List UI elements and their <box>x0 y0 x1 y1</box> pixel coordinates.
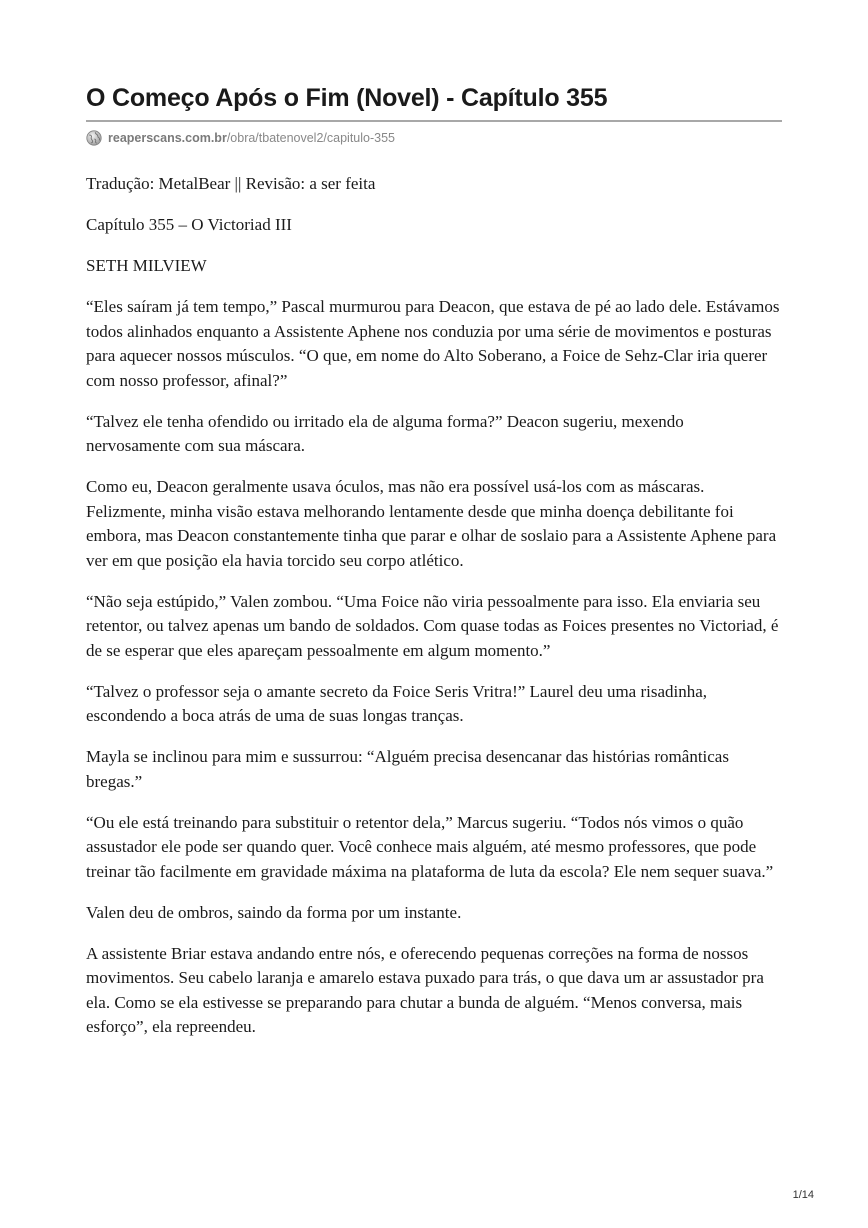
paragraph: “Talvez ele tenha ofendido ou irritado ela de alguma forma?” Deacon sugeriu, mexendo nervosamente com sua máscara. <box>86 411 684 455</box>
paragraph: “Não seja estúpido,” Valen zombou. “Uma Foice não viria pessoalmente para isso. Ela enviaria seu retentor, ou talvez apenas um bando de soldados. Com quase todas as Foices presentes no Victoriad, é de se esperar que eles apareçam pessoalmente em algum momento.” <box>86 591 779 660</box>
source-path: /obra/tbatenovel2/capitulo-355 <box>226 131 395 145</box>
paragraph: Como eu, Deacon geralmente usava óculos, mas não era possível usá-los com as máscaras. Felizmente, minha visão estava melhorando lentamente desde que minha doença debilitante foi embora, mas Deacon constantemente tinha que parar e olhar de soslaio para a Assistente Aphene para ver em que posição ela havia torcido seu corpo atlético. <box>86 477 777 570</box>
source-domain: reaperscans.com.br <box>108 131 227 145</box>
source-url[interactable] <box>86 128 782 148</box>
chapter-heading: Capítulo 355 – O Victoriad III <box>86 215 292 234</box>
pov-heading: SETH MILVIEW <box>86 256 207 275</box>
article-body <box>86 172 782 1040</box>
paragraph: “Eles saíram já tem tempo,” Pascal murmurou para Deacon, que estava de pé ao lado dele. Estávamos todos alinhados enquanto a Assistente Aphene nos conduzia por uma série de movimentos e posturas para aquecer nossos músculos. “O que, em nome do Alto Soberano, a Foice de Sehz-Clar iria querer com nosso professor, afinal?” <box>86 297 780 390</box>
paragraph: “Ou ele está treinando para substituir o retentor dela,” Marcus sugeriu. “Todos nós vimos o quão assustador ele pode ser quando quer. Você conhece mais alguém, até mesmo professores, que pode treinar tão facilmente em gravidade máxima na plataforma de luta da escola? Ele nem sequer suava.” <box>86 812 774 881</box>
paragraph: Valen deu de ombros, saindo da forma por um instante. <box>86 902 462 922</box>
paragraph: A assistente Briar estava andando entre nós, e oferecendo pequenas correções na forma de nossos movimentos. Seu cabelo laranja e amarelo estava puxado para trás, o que dava um ar assustador pra ela. Como se ela estivesse se preparando para chutar a bunda de alguém. “Menos conversa, mais esforço”, ela repreendeu. <box>86 943 764 1036</box>
page-title: O Começo Após o Fim (Novel) - Capítulo 355 <box>86 84 608 112</box>
paragraph: “Talvez o professor seja o amante secreto da Foice Seris Vritra!” Laurel deu uma risadinha, escondendo a boca atrás de uma de suas longas tranças. <box>86 681 708 725</box>
globe-icon <box>86 130 102 146</box>
credits-line: Tradução: MetalBear || Revisão: a ser feita <box>86 174 376 193</box>
page-number: 1/14 <box>792 1189 814 1201</box>
document-page <box>86 78 782 1056</box>
paragraph: Mayla se inclinou para mim e sussurrou: “Alguém precisa desencanar das histórias românticas bregas.” <box>86 747 729 791</box>
title-divider <box>86 120 782 122</box>
